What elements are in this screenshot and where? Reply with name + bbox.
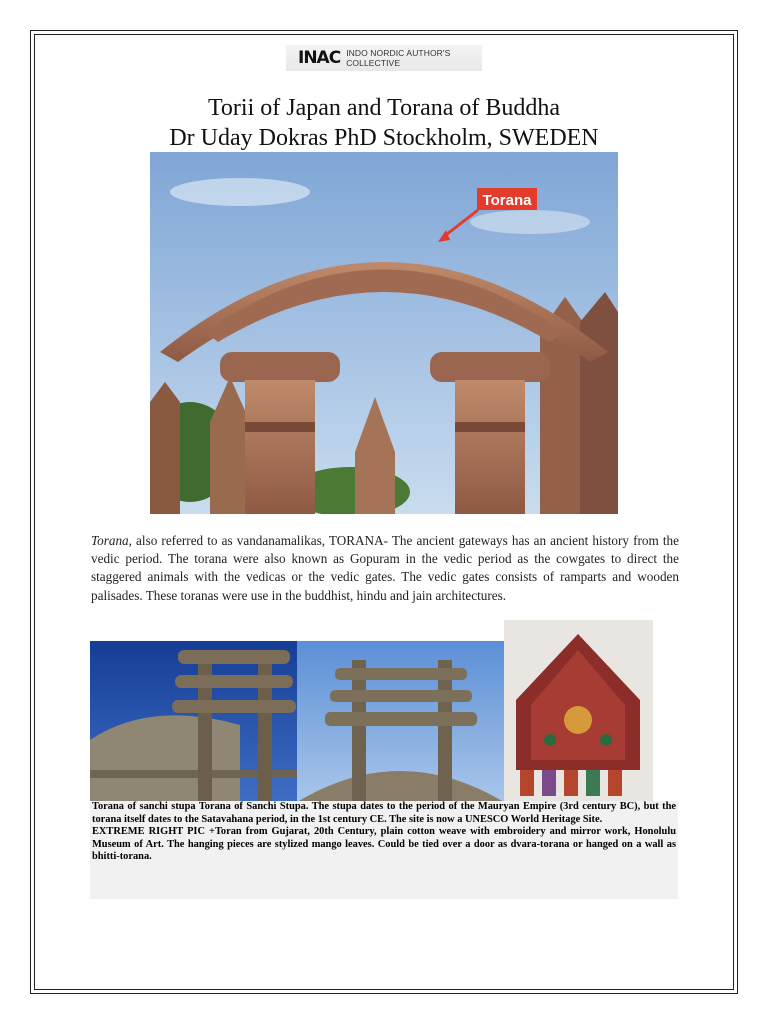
page-title: Torii of Japan and Torana of Buddha — [207, 95, 561, 121]
torana-photo — [150, 152, 618, 514]
inac-logo — [286, 45, 482, 71]
logo-text: INDO NORDIC AUTHOR'S COLLECTIVE — [346, 48, 451, 68]
gujarat-toran-photo — [504, 620, 653, 802]
caption-box — [90, 801, 678, 899]
author-line: Dr Uday Dokras PhD Stockholm, SWEDEN — [169, 125, 599, 151]
intro-term: Torana — [91, 533, 129, 548]
sanchi-gate-photo — [90, 641, 297, 802]
intro-paragraph — [91, 532, 679, 605]
logo-mark: INAC — [298, 48, 341, 68]
intro-text: , also referred to as vandanamalikas, TORANA- The ancient gateways has an ancient history from the vedic period. The torana were also known as Gopuram in the vedic period as the cowgates to direct the staggered animals with the vedicas or the vedic gates. The vedic gates consists of ramparts and wooden palisades. These toranas were use in the buddhist, hindu and jain architectures. — [91, 533, 679, 603]
gallery-images — [90, 620, 678, 802]
caption-gujarat: EXTREME RIGHT PIC +Toran from Gujarat, 20th Century, plain cotton weave with embroidery and mirror work, Honolulu Museum of Art. The hanging pieces are stylized mango leaves. Could be tied over a door as dvara-torana or hanged on a wall as bhitti-torana. — [92, 826, 676, 862]
caption-sanchi: Torana of sanchi stupa Torana of Sanchi Stupa. The stupa dates to the period of the Mauryan Empire (3rd century BC), but the torana itself dates to the Satavahana period, in the 1st century CE. The site is now a UNESCO World Heritage Site. — [92, 801, 676, 825]
torana-label: Torana — [482, 192, 532, 209]
sanchi-gate-closeup-photo — [297, 641, 504, 802]
